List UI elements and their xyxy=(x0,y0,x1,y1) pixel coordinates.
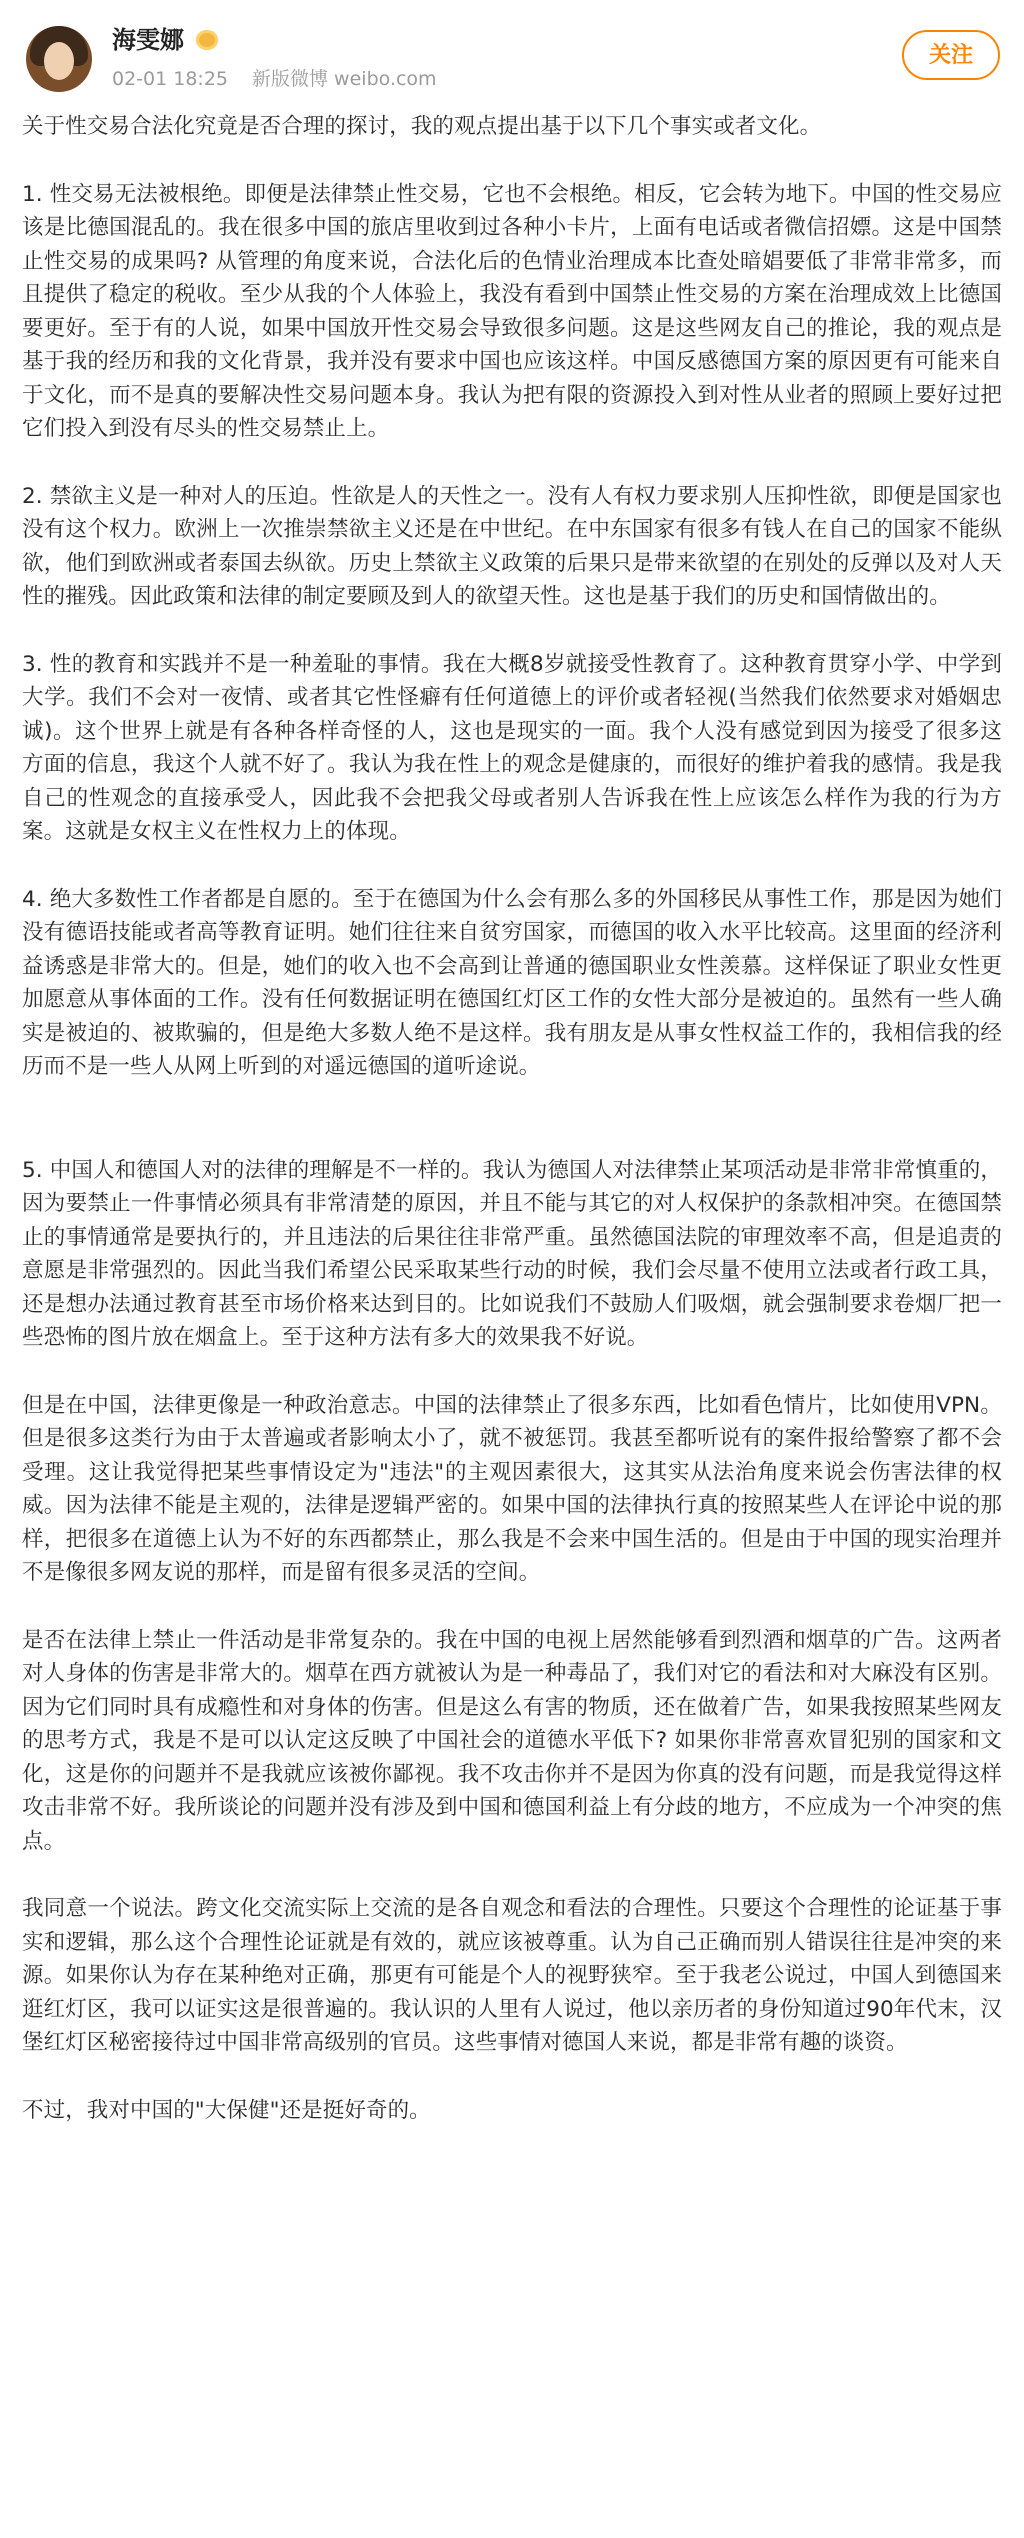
post-source: 新版微博 weibo.com xyxy=(252,68,437,90)
post-paragraph-3: 3. 性的教育和实践并不是一种羞耻的事情。我在大概8岁就接受性教育了。这种教育贯穿小学、中学到大学。我们不会对一夜情、或者其它性怪癖有任何道德上的评价或者轻视(当然我们依然要求对婚姻忠诚)。这个世界上就是有各种各样奇怪的人，这也是现实的一面。我个人没有感觉到因为接受了很多这方面的信息，我这个人就不好了。我认为我在性上的观念是健康的，而很好的维护着我的感情。我是我自己的性观念的直接承受人，因此我不会把我父母或者别人告诉我在性上应该怎么样作为我的行为方案。这就是女权主义在性权力上的体现。 xyxy=(22,651,1002,844)
post-paragraph-6: 但是在中国，法律更像是一种政治意志。中国的法律禁止了很多东西，比如看色情片，比如使用VPN。但是很多这类行为由于太普遍或者影响太小了，就不被惩罚。我甚至都听说有的案件报给警察了都不会受理。这让我觉得把某些事情设定为"违法"的主观因素很大，这其实从法治角度来说会伤害法律的权威。因为法律不能是主观的，法律是逻辑严密的。如果中国的法律执行真的按照某些人在评论中说的那样，把很多在道德上认为不好的东西都禁止，那么我是不会来中国生活的。但是由于中国的现实治理并不是像很多网友说的那样，而是留有很多灵活的空间。 xyxy=(22,1392,1002,1585)
post-paragraph-4: 4. 绝大多数性工作者都是自愿的。至于在德国为什么会有那么多的外国移民从事性工作，那是因为她们没有德语技能或者高等教育证明。她们往往来自贫穷国家，而德国的收入水平比较高。这里面的经济利益诱惑是非常大的。但是，她们的收入也不会高到让普通的德国职业女性羡慕。这样保证了职业女性更加愿意从事体面的工作。没有任何数据证明在德国红灯区工作的女性大部分是被迫的。虽然有一些人确实是被迫的、被欺骗的，但是绝大多数人绝不是这样。我有朋友是从事女性权益工作的，我相信我的经历而不是一些人从网上听到的对遥远德国的道听途说。 xyxy=(22,886,1002,1079)
post-body xyxy=(22,110,1002,2161)
post-paragraph-intro: 关于性交易合法化究竟是否合理的探讨，我的观点提出基于以下几个事实或者文化。 xyxy=(22,114,822,139)
post-paragraph-5: 5. 中国人和德国人对的法律的理解是不一样的。我认为德国人对法律禁止某项活动是非常非常慎重的，因为要禁止一件事情必须具有非常清楚的原因，并且不能与其它的对人权保护的条款相冲突。在德国禁止的事情通常是要执行的，并且违法的后果往往非常严重。虽然德国法院的审理效率不高，但是追责的意愿是非常强烈的。因此当我们希望公民采取某些行动的时候，我们会尽量不使用立法或者行政工具，还是想办法通过教育甚至市场价格来达到目的。比如说我们不鼓励人们吸烟，就会强制要求卷烟厂把一些恐怖的图片放在烟盒上。至于这种方法有多大的效果我不好说。 xyxy=(22,1157,1002,1350)
post-paragraph-8: 我同意一个说法。跨文化交流实际上交流的是各自观念和看法的合理性。只要这个合理性的论证基于事实和逻辑，那么这个合理性论证就是有效的，就应该被尊重。认为自己正确而别人错误往往是冲突的来源。如果你认为存在某种绝对正确，那更有可能是个人的视野狭窄。至于我老公说过，中国人到德国来逛红灯区，我可以证实这是很普遍的。我认识的人里有人说过，他以亲历者的身份知道过90年代末，汉堡红灯区秘密接待过中国非常高级别的官员。这些事情对德国人来说，都是非常有趣的谈资。 xyxy=(22,1896,1002,2055)
post-header xyxy=(0,0,1024,106)
post-paragraph-9: 不过，我对中国的"大保健"还是挺好奇的。 xyxy=(22,2097,431,2123)
post-paragraph-2: 2. 禁欲主义是一种对人的压迫。性欲是人的天性之一。没有人有权力要求别人压抑性欲，即便是国家也没有这个权力。欧洲上一次推崇禁欲主义还是在中世纪。在中东国家有很多有钱人在自己的国家不能纵欲，他们到欧洲或者泰国去纵欲。历史上禁欲主义政策的后果只是带来欲望的在别处的反弹以及对人天性的摧残。因此政策和法律的制定要顾及到人的欲望天性。这也是基于我们的历史和国情做出的。 xyxy=(22,483,1002,609)
avatar[interactable] xyxy=(26,26,92,92)
user-name[interactable]: 海雯娜 xyxy=(112,26,184,54)
crown-icon xyxy=(196,30,218,50)
avatar-face xyxy=(44,42,74,80)
post-paragraph-7: 是否在法律上禁止一件活动是非常复杂的。我在中国的电视上居然能够看到烈酒和烟草的广告。这两者对人身体的伤害是非常大的。烟草在西方就被认为是一种毒品了，我们对它的看法和对大麻没有区别。因为它们同时具有成瘾性和对身体的伤害。但是这么有害的物质，还在做着广告，如果我按照某些网友的思考方式，我是不是可以认定这反映了中国社会的道德水平低下? 如果你非常喜欢冒犯别的国家和文化，这是你的问题并不是我就应该被你鄙视。我不攻击你并不是因为你真的没有问题，而是我觉得这样攻击非常不好。我所谈论的问题并没有涉及到中国和德国利益上有分歧的地方，不应成为一个冲突的焦点。 xyxy=(22,1627,1002,1854)
follow-button[interactable]: 关注 xyxy=(902,30,1000,80)
post-meta xyxy=(112,66,437,92)
post-paragraph-1: 1. 性交易无法被根绝。即便是法律禁止性交易，它也不会根绝。相反，它会转为地下。中国的性交易应该是比德国混乱的。我在很多中国的旅店里收到过各种小卡片，上面有电话或者微信招嫖。这是中国禁止性交易的成果吗? 从管理的角度来说，合法化后的色情业治理成本比查处暗娼要低了非常非常多，而且提供了稳定的税收。至少从我的个人体验上，我没有看到中国禁止性交易的方案在治理成效上比德国要更好。至于有的人说，如果中国放开性交易会导致很多问题。这是这些网友自己的推论，我的观点是基于我的经历和我的文化背景，我并没有要求中国也应该这样。中国反感德国方案的原因更有可能来自于文化，而不是真的要解决性交易问题本身。我认为把有限的资源投入到对性从业者的照顾上要好过把它们投入到没有尽头的性交易禁止上。 xyxy=(22,181,1002,441)
post-date[interactable]: 02-01 18:25 xyxy=(112,68,229,90)
